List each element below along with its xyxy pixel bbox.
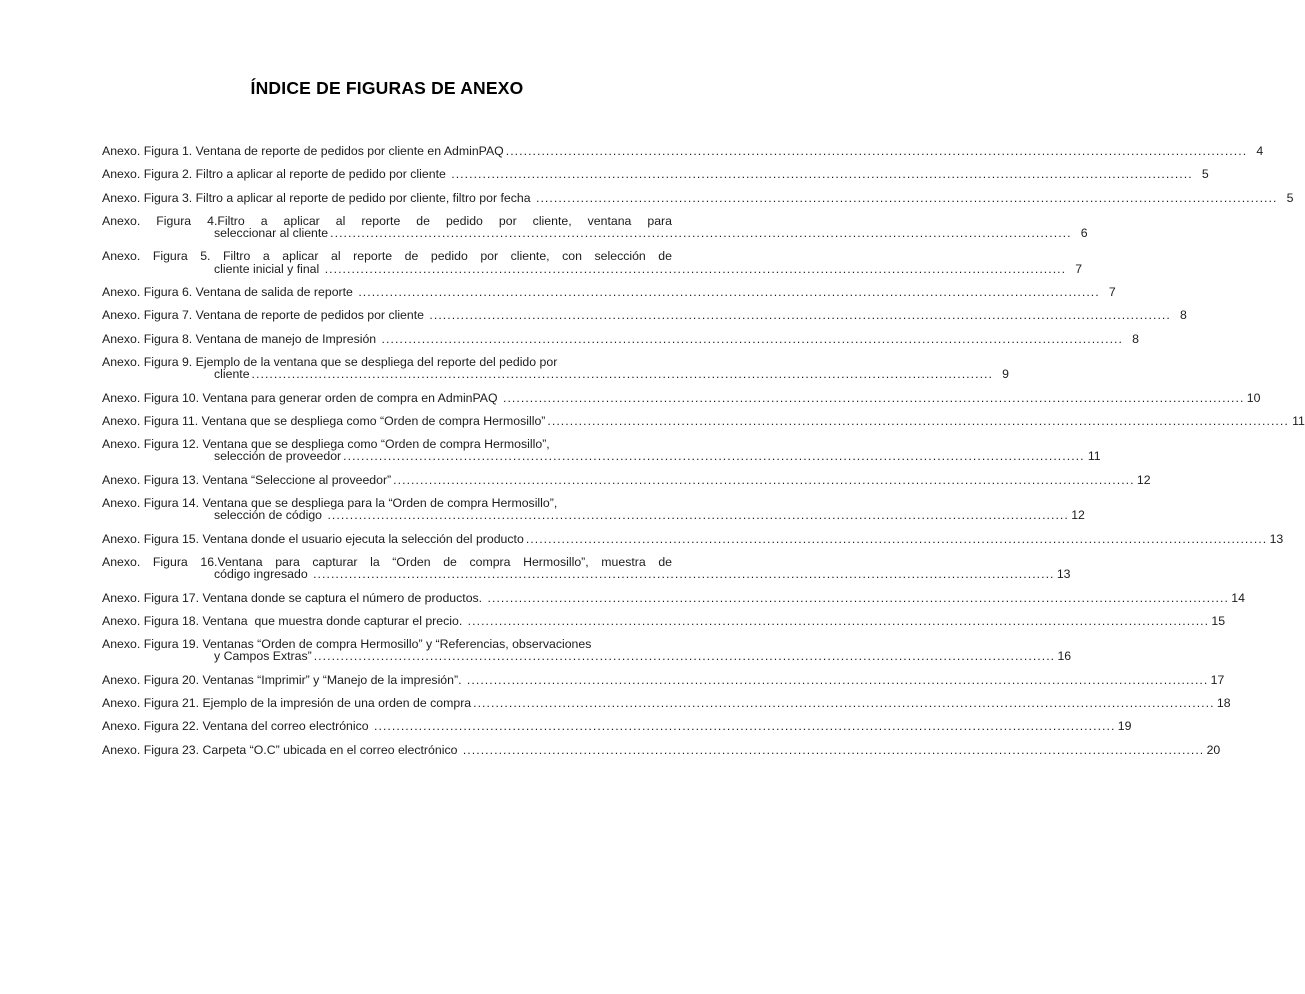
toc-leader-dots xyxy=(343,450,1084,462)
toc-page-number: 18 xyxy=(1216,696,1231,711)
toc-leader-dots xyxy=(429,309,1170,321)
toc-entry-text: Anexo. Figura 8. Ventana de manejo de Impresión xyxy=(102,331,380,346)
toc-entry-line xyxy=(102,331,1139,346)
toc-entry-text: seleccionar al cliente xyxy=(214,226,329,241)
toc-entry[interactable] xyxy=(102,696,1231,711)
toc-entry-text: cliente inicial y final xyxy=(214,261,323,276)
toc-page-number: 16 xyxy=(1057,649,1072,664)
toc-page-number: 15 xyxy=(1211,613,1226,628)
toc-entry-text: Anexo. Figura 20. Ventanas “Imprimir” y “Manejo de la impresión”. xyxy=(102,672,465,687)
toc-entry-text: Anexo. Figura 1. Ventana de reporte de pedidos por cliente en AdminPAQ xyxy=(102,144,504,158)
toc-entry-text: Anexo. Figura 23. Carpeta “O.C” ubicada en el correo electrónico xyxy=(102,742,461,757)
toc-entry-line xyxy=(102,144,1264,158)
toc-page-number: 12 xyxy=(1071,508,1085,523)
page-title: ÍNDICE DE FIGURAS DE ANEXO xyxy=(250,78,524,98)
toc-leader-dots xyxy=(463,744,1204,756)
toc-entry[interactable] xyxy=(102,437,1101,464)
toc-entry[interactable] xyxy=(102,672,1225,687)
toc-entry-line xyxy=(102,285,1116,300)
toc-entry[interactable] xyxy=(102,331,1139,346)
toc-entry-line xyxy=(102,167,1209,182)
toc-entry-text: Anexo. Figura 17. Ventana donde se captura el número de productos. xyxy=(102,590,486,605)
toc-entry[interactable] xyxy=(102,554,1071,582)
toc-page-number: 14 xyxy=(1231,590,1245,605)
toc-entry[interactable] xyxy=(102,472,1151,487)
toc-page-number: 12 xyxy=(1136,472,1151,487)
toc-entry[interactable] xyxy=(102,637,1072,664)
toc-entry[interactable] xyxy=(102,531,1284,546)
toc-page-number: 20 xyxy=(1206,742,1221,757)
toc-entry-line xyxy=(102,390,1261,405)
toc-leader-dots xyxy=(468,615,1209,627)
toc-entry-text: código ingresado xyxy=(214,567,312,582)
toc-page-number: 11 xyxy=(1087,449,1101,464)
toc-page-number: 8 xyxy=(1180,308,1187,323)
toc-page-number: 8 xyxy=(1132,331,1139,346)
toc-entry[interactable] xyxy=(102,285,1116,300)
toc-entry-line xyxy=(102,413,1305,428)
toc-entry-text: selección de código xyxy=(214,508,326,523)
toc-entry-line xyxy=(102,649,1072,664)
toc-page-number: 7 xyxy=(1108,285,1116,300)
toc-entry-text: Anexo. Figura 13. Ventana “Seleccione al proveedor” xyxy=(102,472,392,487)
toc-entry[interactable] xyxy=(102,354,1009,382)
toc-leader-dots xyxy=(506,145,1247,157)
toc-entry-text: y Campos Extras” xyxy=(214,649,312,664)
toc-entry-line xyxy=(102,190,1294,205)
toc-entry[interactable] xyxy=(102,742,1221,757)
toc-entry-text: Anexo. Figura 4.Filtro a aplicar al reporte de pedido por cliente, ventana para xyxy=(102,213,672,228)
toc-leader-dots xyxy=(526,533,1267,545)
toc-entry-line xyxy=(102,696,1231,711)
toc-entry-line xyxy=(102,250,672,262)
toc-entry[interactable] xyxy=(102,213,1088,241)
toc-leader-dots xyxy=(325,263,1066,275)
toc-entry[interactable] xyxy=(102,144,1264,158)
toc-entry-text: Anexo. Figura 2. Filtro a aplicar al reporte de pedido por cliente xyxy=(102,167,450,182)
toc-entry-text: Anexo. Figura 15. Ventana donde el usuario ejecuta la selección del producto xyxy=(102,531,524,546)
toc-entry-line xyxy=(102,590,1245,605)
toc-leader-dots xyxy=(314,650,1055,662)
toc-leader-dots xyxy=(330,227,1071,239)
toc-entry-text: selección de proveedor xyxy=(214,449,342,464)
toc-leader-dots xyxy=(313,568,1054,580)
toc-entry-text: Anexo. Figura 3. Filtro a aplicar al reporte de pedido por cliente, filtro por fecha xyxy=(102,190,534,205)
toc-leader-dots xyxy=(467,674,1208,686)
toc-entry-line xyxy=(102,308,1187,323)
toc-entry[interactable] xyxy=(102,413,1305,428)
toc-page-number: 6 xyxy=(1080,226,1088,241)
toc-entry-text: Anexo. Figura 5. Filtro a aplicar al reporte de pedido por cliente, con selección de xyxy=(102,249,672,264)
toc-page-number: 5 xyxy=(1286,190,1294,205)
toc-entry-text: Anexo. Figura 12. Ventana que se despliega como “Orden de compra Hermosillo”, xyxy=(102,437,550,452)
toc-entry-text: Anexo. Figura 14. Ventana que se despliega para la “Orden de compra Hermosillo”, xyxy=(102,496,558,511)
toc-page-number: 13 xyxy=(1269,531,1284,546)
toc-entry-text: Anexo. Figura 11. Ventana que se despliega como “Orden de compra Hermosillo” xyxy=(102,413,546,428)
toc-leader-dots xyxy=(374,720,1115,732)
toc-entry-text: Anexo. Figura 6. Ventana de salida de reporte xyxy=(102,285,357,300)
toc-leader-dots xyxy=(503,392,1244,404)
toc-leader-dots xyxy=(382,333,1123,345)
toc-entry-line xyxy=(102,567,1071,582)
toc-page-number: 19 xyxy=(1117,719,1132,734)
toc-entry[interactable] xyxy=(102,496,1085,523)
toc-entry-text: Anexo. Figura 9. Ejemplo de la ventana que se despliega del reporte del pedido por xyxy=(102,354,558,369)
toc-page-number: 13 xyxy=(1056,567,1071,582)
toc-entry-line xyxy=(102,719,1132,734)
toc-entry-text: Anexo. Figura 7. Ventana de reporte de pedidos por cliente xyxy=(102,308,428,323)
toc-entry[interactable] xyxy=(102,249,1083,276)
toc-entry-line xyxy=(102,449,1101,464)
toc-leader-dots xyxy=(473,697,1214,709)
toc-leader-dots xyxy=(393,474,1134,486)
toc-leader-dots xyxy=(547,415,1288,427)
toc-leader-dots xyxy=(358,286,1099,298)
toc-entry-line xyxy=(102,613,1226,628)
toc-entry[interactable] xyxy=(102,390,1261,405)
toc-entry-line xyxy=(102,742,1221,757)
toc-entry-text: Anexo. Figura 21. Ejemplo de la impresión de una orden de compra xyxy=(102,696,472,711)
toc-entry-text: Anexo. Figura 10. Ventana para generar orden de compra en AdminPAQ xyxy=(102,390,501,405)
toc-entry-line xyxy=(102,531,1284,546)
toc-entry-line xyxy=(102,508,1085,523)
toc-leader-dots xyxy=(488,592,1229,604)
toc-leader-dots xyxy=(536,192,1277,204)
toc-entry-line xyxy=(102,226,1088,241)
toc-page-number: 10 xyxy=(1246,390,1261,405)
toc-page-number: 9 xyxy=(1002,367,1009,382)
toc-entry-text: cliente xyxy=(214,367,250,382)
toc-entry[interactable] xyxy=(102,190,1294,205)
toc-entry-line xyxy=(102,261,1083,276)
toc-entry-text: Anexo. Figura 18. Ventana que muestra donde capturar el precio. xyxy=(102,613,466,628)
table-of-contents xyxy=(102,144,1305,757)
toc-page-number: 7 xyxy=(1075,261,1083,276)
toc-entry-line xyxy=(102,672,1225,687)
toc-entry[interactable] xyxy=(102,613,1226,628)
toc-entry[interactable] xyxy=(102,719,1132,734)
toc-leader-dots xyxy=(327,509,1068,521)
toc-page-number: 17 xyxy=(1210,672,1225,687)
toc-entry-text: Anexo. Figura 22. Ventana del correo electrónico xyxy=(102,719,373,734)
toc-page-number: 11 xyxy=(1292,413,1305,428)
toc-entry-line xyxy=(102,367,1009,382)
toc-entry-text: Anexo. Figura 16.Ventana para capturar la “Orden de compra Hermosillo”, muestra de xyxy=(102,554,672,569)
toc-entry[interactable] xyxy=(102,590,1245,605)
toc-page-number: 5 xyxy=(1201,167,1209,182)
toc-leader-dots xyxy=(252,368,993,380)
toc-entry[interactable] xyxy=(102,167,1209,182)
toc-entry-text: Anexo. Figura 19. Ventanas “Orden de compra Hermosillo” y “Referencias, observaciones xyxy=(102,637,592,652)
toc-entry[interactable] xyxy=(102,308,1187,323)
toc-leader-dots xyxy=(451,168,1192,180)
toc-page-number: 4 xyxy=(1256,144,1264,158)
toc-entry-line xyxy=(102,472,1151,487)
